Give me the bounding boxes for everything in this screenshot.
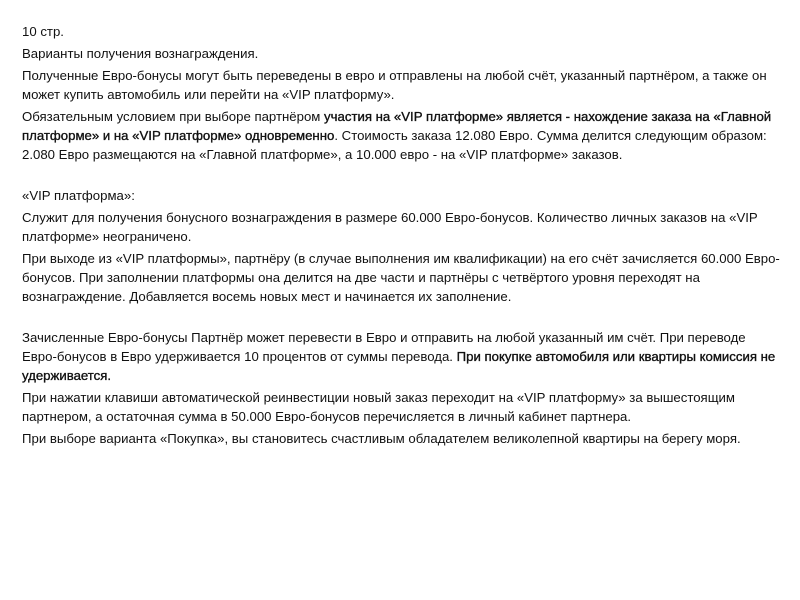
- document-body: [22, 22, 782, 451]
- paragraph-vip-exit: При выходе из «VIP платформы», партнёру (в случае выполнения им квалификации) на его счёт зачисляется 60.000 Евро-бонусов. При заполнении платформы она делится на две части и партнёры с четвёртого уровня переходят на вознаграждение. Добавляется восемь новых мест и начинается их заполнение.: [22, 251, 780, 304]
- spacer: [22, 309, 782, 328]
- condition-text-end: . Стоимость заказа 12.080 Евро. Сумма делится следующим образом: 2.080 Евро размещаются на «Главной платформе», а 10.000 евро - на «VIP платформе» заказов.: [22, 128, 767, 162]
- section-heading: Варианты получения вознаграждения.: [22, 46, 259, 61]
- condition-text-start: Обязательным условием при выборе партнёром: [22, 109, 325, 124]
- spacer: [22, 167, 782, 186]
- page-label: 10 стр.: [22, 24, 64, 39]
- paragraph-conversion: Полученные Евро-бонусы могут быть переведены в евро и отправлены на любой счёт, указанный партнёром, а также он может купить автомобиль или перейти на «VIP платформу».: [22, 68, 767, 102]
- paragraph-purchase: При выборе варианта «Покупка», вы становитесь счастливым обладателем великолепной квартиры на берегу моря.: [22, 431, 741, 446]
- paragraph-condition: [22, 107, 782, 164]
- transfer-text: Зачисленные Евро-бонусы Партнёр может перевести в Евро и отправить на любой указанный им счёт. При переводе Евро-бонусов в Евро удерживается 10 процентов от суммы перевода.: [22, 330, 746, 364]
- vip-heading: «VIP платформа»:: [22, 188, 135, 203]
- transfer-text-emphasis: При покупке автомобиля или квартиры комиссия не удерживается.: [22, 349, 776, 383]
- condition-text-emphasis: участия на «VIP платформе» является - нахождение заказа на «Главной платформе» и на «VIP платформе» одновременно: [22, 109, 772, 143]
- paragraph-vip-purpose: Служит для получения бонусного вознаграждения в размере 60.000 Евро-бонусов. Количество личных заказов на «VIP платформе» неограничено.: [22, 210, 758, 244]
- paragraph-reinvest: При нажатии клавиши автоматической реинвестиции новый заказ переходит на «VIP платформу» за вышестоящим партнером, а остаточная сумма в 50.000 Евро-бонусов перечисляется в личный кабинет партнера.: [22, 390, 735, 424]
- paragraph-transfer: [22, 328, 782, 385]
